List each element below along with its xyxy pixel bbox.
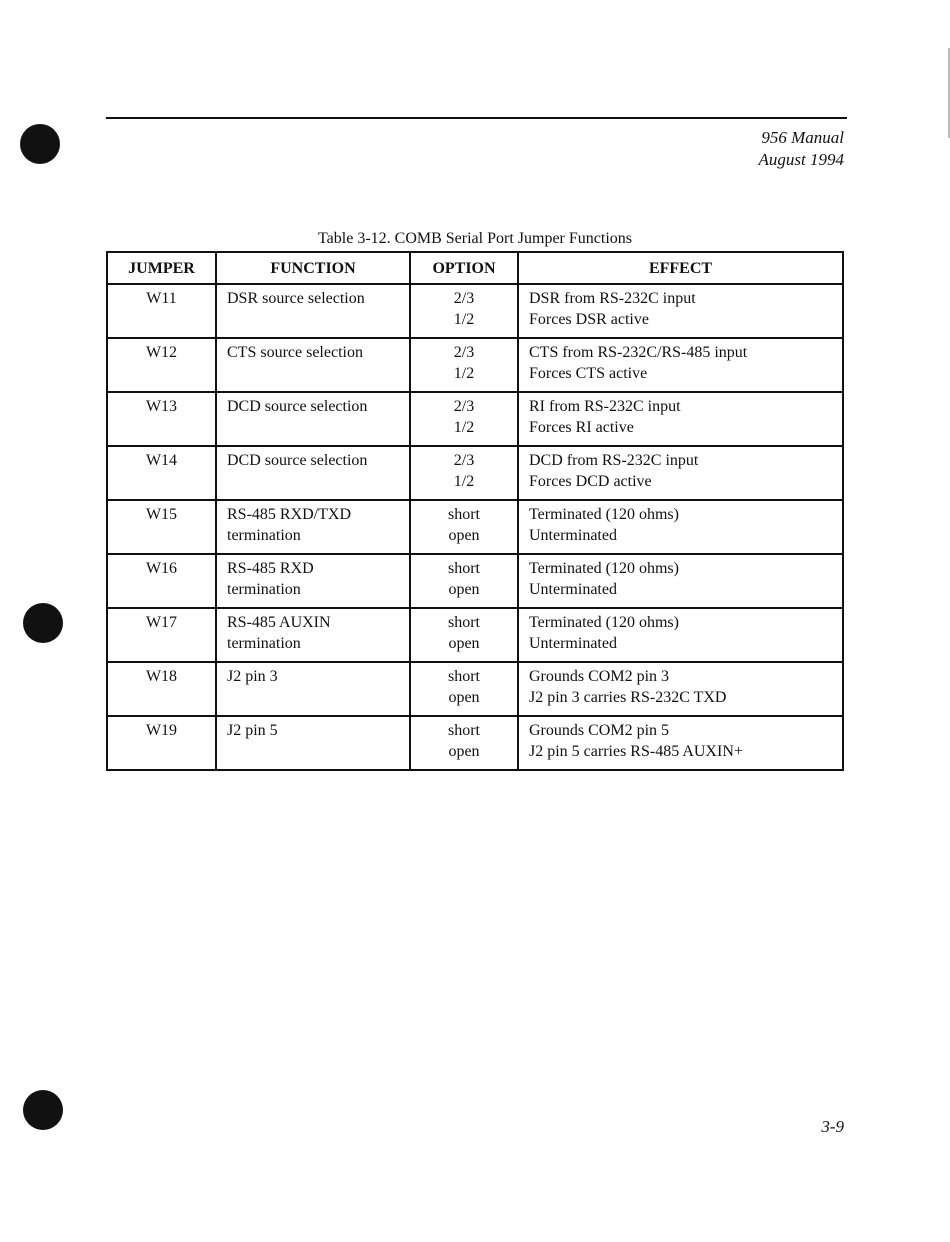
function-cell-line: termination <box>227 527 301 544</box>
option-cell <box>410 608 518 662</box>
option-cell-line: open <box>448 689 480 706</box>
function-cell <box>216 500 410 554</box>
option-cell-line: 1/2 <box>453 419 475 436</box>
function-cell <box>216 716 410 770</box>
table-row <box>107 554 843 608</box>
option-cell-line: open <box>448 743 480 760</box>
table-caption: Table 3-12. COMB Serial Port Jumper Functions <box>318 230 632 247</box>
table-header-row <box>107 252 843 284</box>
effect-cell-line: Grounds COM2 pin 3 <box>529 668 670 685</box>
option-cell <box>410 338 518 392</box>
effect-cell <box>518 284 843 338</box>
function-cell <box>216 608 410 662</box>
option-cell-line: open <box>448 527 480 544</box>
function-cell-line <box>227 309 399 330</box>
function-cell-line: termination <box>227 581 301 598</box>
effect-cell-line: Forces CTS active <box>529 365 648 382</box>
table-row <box>107 662 843 716</box>
function-cell-line: DCD source selection <box>227 452 368 469</box>
option-cell-line: open <box>448 581 480 598</box>
option-cell-line: 1/2 <box>453 473 475 490</box>
option-cell <box>410 284 518 338</box>
table-row <box>107 446 843 500</box>
jumper-cell <box>107 608 216 662</box>
effect-cell <box>518 338 843 392</box>
option-cell <box>410 446 518 500</box>
jumper-cell-line: W14 <box>145 452 178 469</box>
table-row <box>107 284 843 338</box>
effect-cell-line: RI from RS-232C input <box>529 398 681 415</box>
effect-cell <box>518 446 843 500</box>
jumper-cell-line: W19 <box>145 722 178 739</box>
option-cell-line: 2/3 <box>453 344 475 361</box>
jumper-cell-line: W12 <box>145 344 178 361</box>
option-cell-line: short <box>448 614 480 631</box>
manual-title: 956 Manual <box>761 128 844 147</box>
option-cell <box>410 716 518 770</box>
effect-cell <box>518 716 843 770</box>
jumper-cell <box>107 338 216 392</box>
binder-hole-top <box>20 124 60 164</box>
function-cell <box>216 338 410 392</box>
jumper-cell <box>107 284 216 338</box>
header-rule <box>106 117 847 119</box>
jumper-cell <box>107 446 216 500</box>
function-cell-line: J2 pin 5 <box>227 722 278 739</box>
function-cell <box>216 284 410 338</box>
page-number: 3-9 <box>821 1117 844 1136</box>
function-cell <box>216 446 410 500</box>
function-cell <box>216 662 410 716</box>
option-cell-line: 1/2 <box>453 311 475 328</box>
binder-hole-bottom <box>23 1090 63 1130</box>
jumper-cell-line: W18 <box>145 668 178 685</box>
effect-cell <box>518 392 843 446</box>
effect-cell-line: CTS from RS-232C/RS-485 input <box>529 344 748 361</box>
option-cell-line: short <box>448 668 480 685</box>
jumper-cell <box>107 662 216 716</box>
jumper-cell <box>107 500 216 554</box>
table-row <box>107 716 843 770</box>
function-cell-line <box>227 363 399 384</box>
table-row <box>107 392 843 446</box>
option-cell-line: open <box>448 635 480 652</box>
function-cell-line: CTS source selection <box>227 344 363 361</box>
page-header <box>759 127 844 171</box>
effect-cell-line: DSR from RS-232C input <box>529 290 696 307</box>
option-cell <box>410 554 518 608</box>
effect-cell <box>518 662 843 716</box>
function-cell-line: RS-485 RXD <box>227 560 314 577</box>
function-cell <box>216 392 410 446</box>
effect-cell-line: Unterminated <box>529 635 617 652</box>
jumper-cell <box>107 554 216 608</box>
jumper-cell <box>107 392 216 446</box>
option-cell-line: 2/3 <box>453 290 475 307</box>
manual-date: August 1994 <box>758 150 844 169</box>
function-cell-line: DSR source selection <box>227 290 365 307</box>
function-cell-line: J2 pin 3 <box>227 668 278 685</box>
binder-hole-middle <box>23 603 63 643</box>
effect-cell-line: Unterminated <box>529 527 617 544</box>
effect-cell-line: DCD from RS-232C input <box>529 452 699 469</box>
effect-cell-line: J2 pin 3 carries RS-232C TXD <box>529 689 727 706</box>
function-cell-line <box>227 741 399 762</box>
effect-cell-line: Terminated (120 ohms) <box>529 560 679 577</box>
effect-cell-line: J2 pin 5 carries RS-485 AUXIN+ <box>529 743 743 760</box>
option-cell <box>410 662 518 716</box>
jumper-cell-line: W13 <box>145 398 178 415</box>
jumper-cell-line: W11 <box>146 290 177 307</box>
column-header-function: FUNCTION <box>216 252 410 284</box>
effect-cell-line: Unterminated <box>529 581 617 598</box>
option-cell <box>410 500 518 554</box>
effect-cell-line: Grounds COM2 pin 5 <box>529 722 670 739</box>
effect-cell-line: Terminated (120 ohms) <box>529 614 679 631</box>
table-row <box>107 500 843 554</box>
option-cell-line: short <box>448 722 480 739</box>
table-row <box>107 608 843 662</box>
function-cell-line: termination <box>227 635 301 652</box>
table-row <box>107 338 843 392</box>
function-cell-line <box>227 687 399 708</box>
jumper-table <box>106 251 844 771</box>
function-cell-line: RS-485 AUXIN <box>227 614 331 631</box>
function-cell-line <box>227 417 399 438</box>
jumper-cell-line: W17 <box>145 614 178 631</box>
jumper-cell <box>107 716 216 770</box>
effect-cell-line: Forces RI active <box>529 419 634 436</box>
column-header-jumper: JUMPER <box>107 252 216 284</box>
function-cell <box>216 554 410 608</box>
jumper-cell-line: W15 <box>145 506 178 523</box>
column-header-option: OPTION <box>410 252 518 284</box>
column-header-effect: EFFECT <box>518 252 843 284</box>
effect-cell-line: Forces DSR active <box>529 311 649 328</box>
option-cell-line: short <box>448 560 480 577</box>
effect-cell-line: Forces DCD active <box>529 473 652 490</box>
option-cell-line: 2/3 <box>453 452 475 469</box>
effect-cell <box>518 608 843 662</box>
option-cell-line: 2/3 <box>453 398 475 415</box>
function-cell-line: RS-485 RXD/TXD <box>227 506 352 523</box>
option-cell <box>410 392 518 446</box>
effect-cell <box>518 554 843 608</box>
effect-cell-line: Terminated (120 ohms) <box>529 506 679 523</box>
effect-cell <box>518 500 843 554</box>
option-cell-line: short <box>448 506 480 523</box>
function-cell-line: DCD source selection <box>227 398 368 415</box>
function-cell-line <box>227 471 399 492</box>
jumper-cell-line: W16 <box>145 560 178 577</box>
option-cell-line: 1/2 <box>453 365 475 382</box>
